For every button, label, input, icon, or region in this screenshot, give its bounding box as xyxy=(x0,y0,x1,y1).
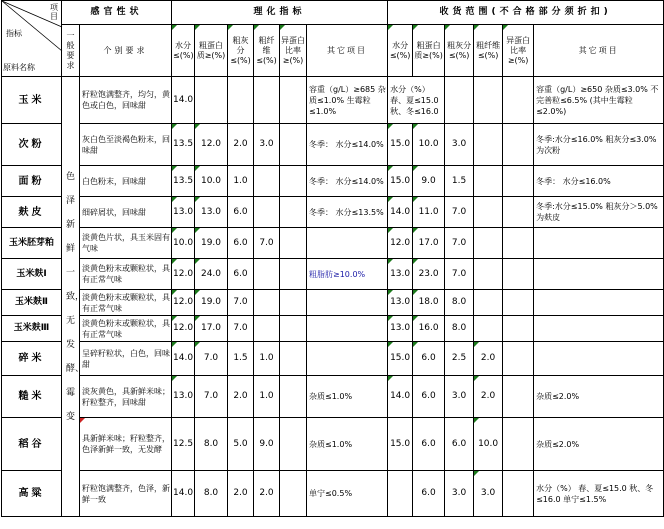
row-name: 玉米麸Ⅰ xyxy=(2,259,62,290)
header-group-row xyxy=(2,1,664,25)
row-protein xyxy=(195,77,228,124)
row-protein: 19.0 xyxy=(195,228,228,259)
table-row xyxy=(2,197,664,228)
row-r-protein: 6.0 xyxy=(413,471,445,517)
general-requirement xyxy=(62,77,85,517)
corner-label-material: 原料名称 xyxy=(3,63,35,72)
col-r-fiber: 粗纤维≤(%) xyxy=(474,25,503,77)
row-r-moisture xyxy=(388,471,413,517)
row-name: 玉米麸Ⅱ xyxy=(2,290,62,316)
row-r-fiber xyxy=(474,228,503,259)
row-abnormal xyxy=(280,342,307,376)
row-moisture: 12.0 xyxy=(172,316,195,342)
row-r-moisture: 水分（%） 春、夏≤15.0 秋、冬≤16.0 xyxy=(388,77,445,124)
row-req: 灰白色至淡褐色粉末，回味甜 xyxy=(80,124,172,166)
row-moisture: 13.5 xyxy=(172,166,195,197)
col-moisture: 水分≤(%) xyxy=(172,25,195,77)
corner-header-cell xyxy=(2,1,62,77)
general-requirement-text: 色泽新鲜一致，无发酵、霉变 xyxy=(66,171,85,422)
group-sensory: 感官性状 xyxy=(62,1,172,25)
row-name: 碎米 xyxy=(2,342,62,376)
row-r-protein: 6.0 xyxy=(413,342,445,376)
table-row xyxy=(2,77,664,124)
row-r-ash: 7.0 xyxy=(445,259,474,290)
col-individual: 个别要求 xyxy=(80,25,172,77)
row-req: 淡黄色粉末或颗粒状，具有正常气味 xyxy=(80,290,172,316)
row-ash xyxy=(228,77,254,124)
row-req: 淡灰黄色，具新鲜米味；籽粒整齐，回味甜 xyxy=(80,376,172,418)
row-abnormal xyxy=(280,166,307,197)
row-moisture: 13.0 xyxy=(172,197,195,228)
row-r-fiber xyxy=(474,197,503,228)
table-row xyxy=(2,124,664,166)
row-r-ash: 8.0 xyxy=(445,316,474,342)
row-abnormal xyxy=(280,197,307,228)
row-r-other: 水分（%） 春、夏≤15.0 秋、冬≤16.0 单宁≤1.5% xyxy=(534,471,664,517)
row-r-other: 容重（g/L）≥650 杂质≤3.0% 不完善粒≤6.5% (其中生霉粒≤2.0%) xyxy=(534,77,664,124)
row-r-abnormal xyxy=(503,418,534,471)
row-protein: 13.0 xyxy=(195,197,228,228)
row-other: 冬季： 水分≤13.5% xyxy=(307,197,388,228)
row-protein: 24.0 xyxy=(195,259,228,290)
row-r-other xyxy=(534,259,664,290)
row-abnormal xyxy=(280,316,307,342)
row-r-moisture: 15.0 xyxy=(388,418,413,471)
row-r-fiber xyxy=(474,77,503,124)
row-r-moisture: 14.0 xyxy=(388,376,413,418)
row-name: 稻谷 xyxy=(2,418,62,471)
row-other: 杂质≤1.0% xyxy=(307,376,388,418)
row-fiber xyxy=(254,197,280,228)
row-req: 具新鲜米味；籽粒整齐，色泽新鲜一致，无发酵 xyxy=(80,418,172,471)
row-r-moisture: 15.0 xyxy=(388,124,413,166)
row-moisture: 12.5 xyxy=(172,418,195,471)
row-abnormal xyxy=(280,376,307,418)
row-name: 玉米 xyxy=(2,77,62,124)
row-moisture: 13.0 xyxy=(172,376,195,418)
row-r-fiber xyxy=(474,316,503,342)
row-r-ash: 1.5 xyxy=(445,166,474,197)
row-other xyxy=(307,316,388,342)
row-r-moisture: 14.0 xyxy=(388,197,413,228)
row-r-fiber: 2.0 xyxy=(474,342,503,376)
row-fiber xyxy=(254,77,280,124)
row-req: 细碎屑状，回味甜 xyxy=(80,197,172,228)
row-fiber xyxy=(254,316,280,342)
table-row xyxy=(2,342,664,376)
row-r-other: 杂质≤2.0% xyxy=(534,418,664,471)
row-r-fiber xyxy=(474,124,503,166)
row-name: 次粉 xyxy=(2,124,62,166)
row-r-protein: 18.0 xyxy=(413,290,445,316)
row-other xyxy=(307,290,388,316)
row-r-fiber xyxy=(474,290,503,316)
row-r-protein: 11.0 xyxy=(413,197,445,228)
row-name: 麸皮 xyxy=(2,197,62,228)
row-r-fiber xyxy=(474,259,503,290)
row-req: 淡黄色片状，具玉米固有气味 xyxy=(80,228,172,259)
col-other: 其它项目 xyxy=(307,25,388,77)
row-moisture: 14.0 xyxy=(172,342,195,376)
row-r-abnormal xyxy=(503,316,534,342)
row-r-other xyxy=(534,228,664,259)
row-ash: 2.0 xyxy=(228,376,254,418)
row-r-protein: 6.0 xyxy=(413,376,445,418)
table-row xyxy=(2,228,664,259)
row-r-other xyxy=(534,342,664,376)
row-r-abnormal xyxy=(503,290,534,316)
row-protein: 7.0 xyxy=(195,376,228,418)
row-r-ash: 3.0 xyxy=(445,471,474,517)
col-r-abnormal: 异蛋白比率≥(%) xyxy=(503,25,534,77)
col-r-other: 其它项目 xyxy=(534,25,664,77)
row-r-abnormal xyxy=(503,166,534,197)
row-protein: 19.0 xyxy=(195,290,228,316)
row-protein: 12.0 xyxy=(195,124,228,166)
row-fiber: 3.0 xyxy=(254,124,280,166)
row-r-abnormal xyxy=(503,77,534,124)
row-r-moisture: 15.0 xyxy=(388,342,413,376)
row-protein: 8.0 xyxy=(195,471,228,517)
row-r-fiber: 2.0 xyxy=(474,376,503,418)
row-ash: 1.5 xyxy=(228,342,254,376)
group-physchem: 理化指标 xyxy=(172,1,388,25)
row-ash: 6.0 xyxy=(228,259,254,290)
row-other: 冬季： 水分≤14.0% xyxy=(307,124,388,166)
row-moisture: 12.0 xyxy=(172,259,195,290)
row-other: 粗脂肪≥10.0% xyxy=(307,259,388,290)
row-ash: 5.0 xyxy=(228,418,254,471)
row-other: 杂质≤1.0% xyxy=(307,418,388,471)
row-r-ash: 6.0 xyxy=(445,418,474,471)
row-fiber xyxy=(254,290,280,316)
row-ash: 1.0 xyxy=(228,166,254,197)
table-row xyxy=(2,290,664,316)
row-r-moisture: 13.0 xyxy=(388,316,413,342)
row-r-ash: 7.0 xyxy=(445,197,474,228)
col-r-protein: 粗蛋白质≥(%) xyxy=(413,25,445,77)
row-moisture: 14.0 xyxy=(172,471,195,517)
row-moisture: 12.0 xyxy=(172,290,195,316)
table-row xyxy=(2,166,664,197)
row-r-protein: 23.0 xyxy=(413,259,445,290)
row-fiber: 2.0 xyxy=(254,471,280,517)
row-abnormal xyxy=(280,77,307,124)
row-r-other xyxy=(534,290,664,316)
row-r-protein: 10.0 xyxy=(413,124,445,166)
row-r-other: 杂质≤2.0% xyxy=(534,376,664,418)
col-abnormal: 异蛋白比率≥(%) xyxy=(280,25,307,77)
row-r-ash: 8.0 xyxy=(445,290,474,316)
row-r-abnormal xyxy=(503,471,534,517)
row-other xyxy=(307,228,388,259)
row-moisture: 14.0 xyxy=(172,77,195,124)
row-r-abnormal xyxy=(503,342,534,376)
row-fiber: 1.0 xyxy=(254,342,280,376)
row-r-ash: 2.5 xyxy=(445,342,474,376)
row-protein: 10.0 xyxy=(195,166,228,197)
row-abnormal xyxy=(280,471,307,517)
row-fiber: 9.0 xyxy=(254,418,280,471)
col-r-ash: 粗灰分≤(%) xyxy=(445,25,474,77)
row-protein: 7.0 xyxy=(195,342,228,376)
row-abnormal xyxy=(280,124,307,166)
row-req: 籽粒饱满整齐，均匀，黄色或白色，回味甜 xyxy=(80,77,172,124)
row-protein: 8.0 xyxy=(195,418,228,471)
row-name: 玉米麸Ⅲ xyxy=(2,316,62,342)
table-row xyxy=(2,316,664,342)
col-protein: 粗蛋白质≥(%) xyxy=(195,25,228,77)
row-r-other: 冬季:水分≤16.0% 粗灰分≤3.0%为次粉 xyxy=(534,124,664,166)
row-req: 白色粉末，回味甜 xyxy=(80,166,172,197)
row-r-ash: 3.0 xyxy=(445,376,474,418)
row-r-protein: 6.0 xyxy=(413,418,445,471)
row-other: 单宁≤0.5% xyxy=(307,471,388,517)
row-r-ash: 3.0 xyxy=(445,124,474,166)
row-r-abnormal xyxy=(503,376,534,418)
row-abnormal xyxy=(280,259,307,290)
row-name: 面粉 xyxy=(2,166,62,197)
row-r-moisture: 13.0 xyxy=(388,259,413,290)
row-ash: 6.0 xyxy=(228,197,254,228)
row-r-abnormal xyxy=(503,259,534,290)
col-r-moisture: 水分≤(%) xyxy=(388,25,413,77)
row-r-protein: 16.0 xyxy=(413,316,445,342)
row-ash: 2.0 xyxy=(228,124,254,166)
row-ash: 2.0 xyxy=(228,471,254,517)
col-ash: 粗灰分≤(%) xyxy=(228,25,254,77)
row-req: 淡黄色粉末或颗粒状，具有正常气味 xyxy=(80,259,172,290)
row-req: 淡黄色粉末或颗粒状，具有正常气味 xyxy=(80,316,172,342)
row-other xyxy=(307,342,388,376)
table-row xyxy=(2,418,664,471)
group-acceptance: 收货范围(不合格部分须折扣) xyxy=(388,1,664,25)
row-r-abnormal xyxy=(503,228,534,259)
row-abnormal xyxy=(280,228,307,259)
row-other: 冬季： 水分≤14.0% xyxy=(307,166,388,197)
row-r-abnormal xyxy=(503,124,534,166)
corner-label-index: 指标 xyxy=(6,29,22,38)
row-r-fiber: 3.0 xyxy=(474,471,503,517)
row-r-protein: 9.0 xyxy=(413,166,445,197)
row-abnormal xyxy=(280,418,307,471)
row-fiber: 7.0 xyxy=(254,228,280,259)
row-r-fiber: 10.0 xyxy=(474,418,503,471)
row-r-other xyxy=(534,316,664,342)
row-abnormal xyxy=(280,290,307,316)
row-r-moisture: 15.0 xyxy=(388,166,413,197)
row-r-other: 冬季:水分≤15.0% 粗灰分＞5.0%为麸皮 xyxy=(534,197,664,228)
row-other: 容重（g/L）≥685 杂质≤1.0% 生霉粒≤1.0% xyxy=(307,77,388,124)
row-ash: 7.0 xyxy=(228,290,254,316)
row-name: 糙米 xyxy=(2,376,62,418)
row-moisture: 13.5 xyxy=(172,124,195,166)
row-r-ash: 7.0 xyxy=(445,228,474,259)
row-req: 籽粒饱满整齐，色泽，新鲜一致 xyxy=(80,471,172,517)
row-moisture: 10.0 xyxy=(172,228,195,259)
row-req: 呈碎籽粒状，白色，回味甜 xyxy=(80,342,172,376)
row-protein: 17.0 xyxy=(195,316,228,342)
table-row xyxy=(2,471,664,517)
ingredient-spec-table xyxy=(1,0,664,517)
row-r-fiber xyxy=(474,166,503,197)
row-r-abnormal xyxy=(503,197,534,228)
table-row xyxy=(2,376,664,418)
row-fiber xyxy=(254,166,280,197)
col-general: 一般要求 xyxy=(62,25,80,77)
row-ash: 7.0 xyxy=(228,316,254,342)
table-row xyxy=(2,259,664,290)
corner-label-item: 项目 xyxy=(50,3,58,21)
row-r-moisture: 13.0 xyxy=(388,290,413,316)
row-name: 玉米胚芽粕 xyxy=(2,228,62,259)
row-r-moisture: 12.0 xyxy=(388,228,413,259)
header-column-row xyxy=(2,25,664,77)
row-ash: 6.0 xyxy=(228,228,254,259)
row-r-other: 冬季： 水分≤16.0% xyxy=(534,166,664,197)
row-name: 高粱 xyxy=(2,471,62,517)
row-fiber: 1.0 xyxy=(254,376,280,418)
row-r-ash xyxy=(445,77,474,124)
row-r-protein: 17.0 xyxy=(413,228,445,259)
row-fiber xyxy=(254,259,280,290)
col-fiber: 粗纤维≤(%) xyxy=(254,25,280,77)
